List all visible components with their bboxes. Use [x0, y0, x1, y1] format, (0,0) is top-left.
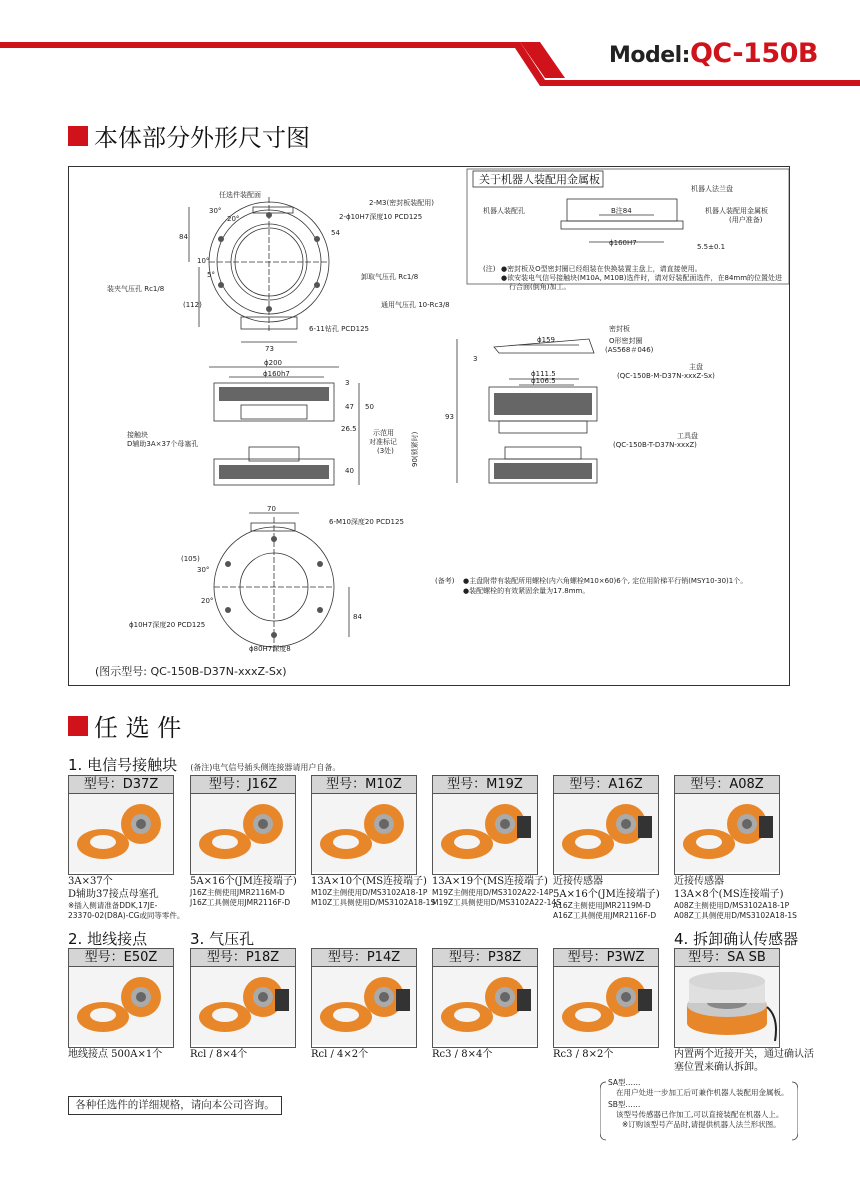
option-card	[553, 775, 659, 921]
sa-text: 在用户处进一步加工后可兼作机器人装配用金属板。	[616, 1088, 789, 1097]
inset-160h7: ϕ160H7	[609, 239, 637, 247]
option-card	[311, 775, 436, 908]
option-caption: 3A×37个	[68, 876, 113, 887]
option-photo	[311, 793, 417, 875]
option-card	[553, 948, 659, 1061]
option-caption: 13A×19个(MS连接端子)	[432, 876, 548, 887]
option-model-label: 型号：J16Z	[190, 775, 296, 793]
option-photo	[190, 793, 296, 875]
option-spec-note: M10Z主侧使用D/MS3102A18-1P	[311, 888, 428, 897]
sb-head: SB型……	[608, 1100, 641, 1109]
sb-note: ※订购该型号产品时,请提供机器人法兰形状图。	[622, 1120, 781, 1129]
option-caption: 地线接点 500A×1个	[68, 1049, 163, 1060]
option-spec-note: M10Z工具侧使用D/MS3102A18-1S	[311, 898, 436, 907]
option-spec-note: A08Z工具侧使用D/MS3102A18-1S	[674, 911, 797, 920]
side-seal-plate: 密封板	[609, 325, 630, 333]
option-caption: Rc3 / 8×2个	[553, 1049, 614, 1060]
option-spec-note: M19Z工具侧使用D/MS3102A22-14S	[432, 898, 561, 907]
dim-54: 54	[331, 229, 340, 237]
option-spec-note: J16Z工具侧使用JMR2116F-D	[190, 898, 291, 907]
label-80h7: ϕ80H7深度8	[249, 645, 291, 653]
option-caption-2: 5A×16个(JM连接端子)	[553, 889, 660, 900]
option-card	[432, 775, 561, 908]
label-common-port: 通用气压孔 10-Rc3/8	[381, 301, 450, 309]
inset-title: 关于机器人装配用金属板	[479, 173, 600, 186]
option-caption-2: 塞位置来确认拆卸。	[674, 1062, 764, 1073]
label-align-mark: 对准标记	[369, 438, 397, 446]
option-photo	[432, 966, 538, 1048]
option-model-label: 型号：M19Z	[432, 775, 538, 793]
module-photo-art	[69, 794, 173, 872]
option-model-label: 型号：A16Z	[553, 775, 659, 793]
label-contact-block: 接触块	[127, 431, 148, 439]
module-photo-art	[191, 967, 295, 1045]
dim-20deg: 20°	[227, 215, 240, 223]
dim-112: (112)	[183, 301, 202, 309]
dim-90-locked: 90(锁紧时)	[411, 431, 419, 467]
dim-70: 70	[267, 505, 276, 513]
side-dim-111-5: ϕ111.5	[531, 370, 556, 378]
inset-robot-hole: 机器人装配孔	[483, 207, 525, 215]
dim-160h7: ϕ160h7	[263, 370, 290, 378]
option-model-label: 型号：P18Z	[190, 948, 296, 966]
option-card	[68, 948, 174, 1061]
dim-5deg: 5°	[207, 271, 215, 279]
option-caption: 13A×10个(MS连接端子)	[311, 876, 427, 887]
label-3-places: (3处)	[377, 447, 394, 455]
dim-105: (105)	[181, 555, 200, 563]
model-title: Model:QC-150B	[608, 38, 818, 69]
option-photo	[68, 966, 174, 1048]
option-photo	[674, 966, 780, 1048]
option-caption: 内置两个近接开关，通过确认活	[674, 1049, 814, 1060]
dim-30deg: 30°	[209, 207, 222, 215]
dim-30deg-b: 30°	[197, 566, 210, 574]
sa-head: SA型……	[608, 1078, 641, 1087]
option-spec-note: 23370-02(D8A)-CG或同等零件。	[68, 911, 185, 920]
side-master-code: (QC-150B-M-D37N-xxxZ-Sx)	[617, 372, 715, 380]
module-photo-art	[554, 794, 658, 872]
dim-200: ϕ200	[264, 359, 282, 367]
option-caption-2: 13A×8个(MS连接端子)	[674, 889, 784, 900]
option-caption: Rcl / 4×2个	[311, 1049, 369, 1060]
option-card	[190, 775, 296, 908]
dim-3: 3	[345, 379, 350, 387]
option-model-label: 型号：P3WZ	[553, 948, 659, 966]
side-dim-3: 3	[473, 355, 478, 363]
inset-5-5: 5.5±0.1	[697, 243, 726, 251]
dim-20deg-b: 20°	[201, 597, 214, 605]
option-model-label: 型号：M10Z	[311, 775, 417, 793]
label-6-m10: 6-M10深度20 PCD125	[329, 518, 404, 526]
label-clamp-port: 装夹气压孔 Rc1/8	[107, 285, 165, 293]
option-photo	[553, 793, 659, 875]
module-photo-art	[191, 794, 295, 872]
option-photo	[674, 793, 780, 875]
option-spec-note: J16Z主侧使用JMR2116M-D	[190, 888, 285, 897]
side-dim-106-5: ϕ106.5	[531, 377, 556, 385]
figure-caption: (图示型号: QC-150B-D37N-xxxZ-Sx)	[95, 665, 287, 678]
inset-user-prep: (用户准备)	[729, 216, 763, 224]
option-card	[674, 775, 797, 921]
module-photo-art	[433, 967, 537, 1045]
module-photo-art	[312, 967, 416, 1045]
module-photo-art	[675, 794, 779, 872]
section-title-dimensions: 本体部分外形尺寸图	[68, 118, 310, 153]
sa-sb-note	[600, 1078, 798, 1144]
option-spec-note: A08Z主侧使用D/MS3102A18-1P	[674, 901, 790, 910]
option-card	[674, 948, 814, 1074]
consult-note: 各种任选件的详细规格，请向本公司咨询。	[68, 1096, 282, 1115]
side-tool-code: (QC-150B-T-D37N-xxxZ)	[613, 441, 697, 449]
section-title-options: 任 选 件	[68, 708, 181, 743]
inset-b84: B注84	[611, 207, 632, 215]
section-marker	[68, 126, 88, 146]
option-photo	[432, 793, 538, 875]
option-spec-note: M19Z主侧使用D/MS3102A22-14P	[432, 888, 554, 897]
module-photo-art	[675, 967, 779, 1045]
side-oring: O形密封圈	[609, 337, 643, 345]
side-dim-159: ϕ159	[537, 336, 555, 344]
inset-note-1: ●密封板及O型密封圈已经组装在快换装置主盘上，请直接使用。	[501, 265, 702, 273]
label-2-10h7: 2-ϕ10H7深度10 PCD125	[339, 213, 423, 221]
module-photo-art	[312, 794, 416, 872]
side-dim-93: 93	[445, 413, 454, 421]
label-demo: 示范用	[373, 429, 394, 437]
dim-40: 40	[345, 467, 354, 475]
label-10h7-depth20: ϕ10H7深度20 PCD125	[129, 621, 206, 629]
dim-47: 47	[345, 403, 354, 411]
option-model-label: 型号：E50Z	[68, 948, 174, 966]
inset-note-3: 行合面(倒角)加工。	[509, 283, 571, 291]
option-card	[311, 948, 417, 1061]
technical-drawing	[69, 167, 789, 685]
option-spec-note: ※插入侧请准备DDK,17JE-	[68, 901, 158, 910]
option-model-label: 型号：P14Z	[311, 948, 417, 966]
option-card	[68, 775, 185, 921]
module-photo-art	[554, 967, 658, 1045]
dim-26-5: 26.5	[341, 425, 357, 433]
dimension-drawing	[68, 166, 790, 686]
label-option-face: 任选件装配面	[219, 191, 261, 199]
inset-note-2: ●欲安装电气信号接触块(M10A, M10B)选件时，请对好装配面选件，在84mm的位置处进	[501, 274, 783, 282]
label-d-aux: D辅助3A×37个母塞孔	[127, 440, 199, 448]
label-6-11-drill: 6-11钻孔 PCD125	[309, 325, 369, 333]
option-caption: 近接传感器	[674, 876, 724, 887]
group1-heading: 1. 电信号接触块 (备注)电气信号插头侧连接器请用户自备。	[68, 756, 341, 774]
group2-heading: 2. 地线接点	[68, 930, 148, 948]
inset-robot-flange: 机器人法兰盘	[691, 185, 733, 193]
option-photo	[68, 793, 174, 875]
side-master: 主盘	[689, 363, 703, 371]
option-model-label: 型号：SA SB	[674, 948, 780, 966]
option-model-label: 型号：P38Z	[432, 948, 538, 966]
label-release-port: 卸取气压孔 Rc1/8	[361, 273, 419, 281]
group3-heading: 3. 气压孔	[190, 930, 255, 948]
group4-heading: 4. 拆卸确认传感器	[674, 930, 799, 948]
option-caption: 5A×16个(JM连接端子)	[190, 876, 297, 887]
option-photo	[553, 966, 659, 1048]
dim-50: 50	[365, 403, 374, 411]
side-notes-head: (备考)	[435, 577, 455, 585]
option-spec-note: A16Z工具侧使用JMR2116F-D	[553, 911, 657, 920]
option-card	[432, 948, 538, 1061]
option-card	[190, 948, 296, 1061]
module-photo-art	[433, 794, 537, 872]
section-marker	[68, 716, 88, 736]
inset-note-head: (注)	[483, 265, 496, 273]
sb-text: 该型号传感器已作加工,可以直接装配在机器人上。	[616, 1110, 784, 1119]
side-note-1: ●主盘附带有装配所用螺栓(内六角螺栓M10×60)6个, 定位用阶梯平行销(MSY10-30)1个。	[463, 577, 748, 585]
option-photo	[311, 966, 417, 1048]
dim-73: 73	[265, 345, 274, 353]
option-caption: 近接传感器	[553, 876, 603, 887]
dim-10deg: 10°	[197, 257, 210, 265]
side-note-2: ●装配螺栓的有效紧固余量为17.8mm。	[463, 587, 590, 595]
label-2m3: 2-M3(密封板装配用)	[369, 199, 434, 207]
option-spec-note: A16Z主侧使用JMR2119M-D	[553, 901, 651, 910]
option-caption: Rc3 / 8×4个	[432, 1049, 493, 1060]
inset-metal-plate: 机器人装配用金属板	[705, 207, 768, 215]
dim-84: 84	[179, 233, 188, 241]
side-tool: 工具盘	[677, 432, 698, 440]
option-caption-2: D辅助37接点母塞孔	[68, 889, 159, 900]
option-caption: Rcl / 8×4个	[190, 1049, 248, 1060]
option-photo	[190, 966, 296, 1048]
option-model-label: 型号：A08Z	[674, 775, 780, 793]
module-photo-art	[69, 967, 173, 1045]
option-model-label: 型号：D37Z	[68, 775, 174, 793]
dim-84-b: 84	[353, 613, 362, 621]
side-as568: (AS568＃046)	[605, 346, 654, 354]
